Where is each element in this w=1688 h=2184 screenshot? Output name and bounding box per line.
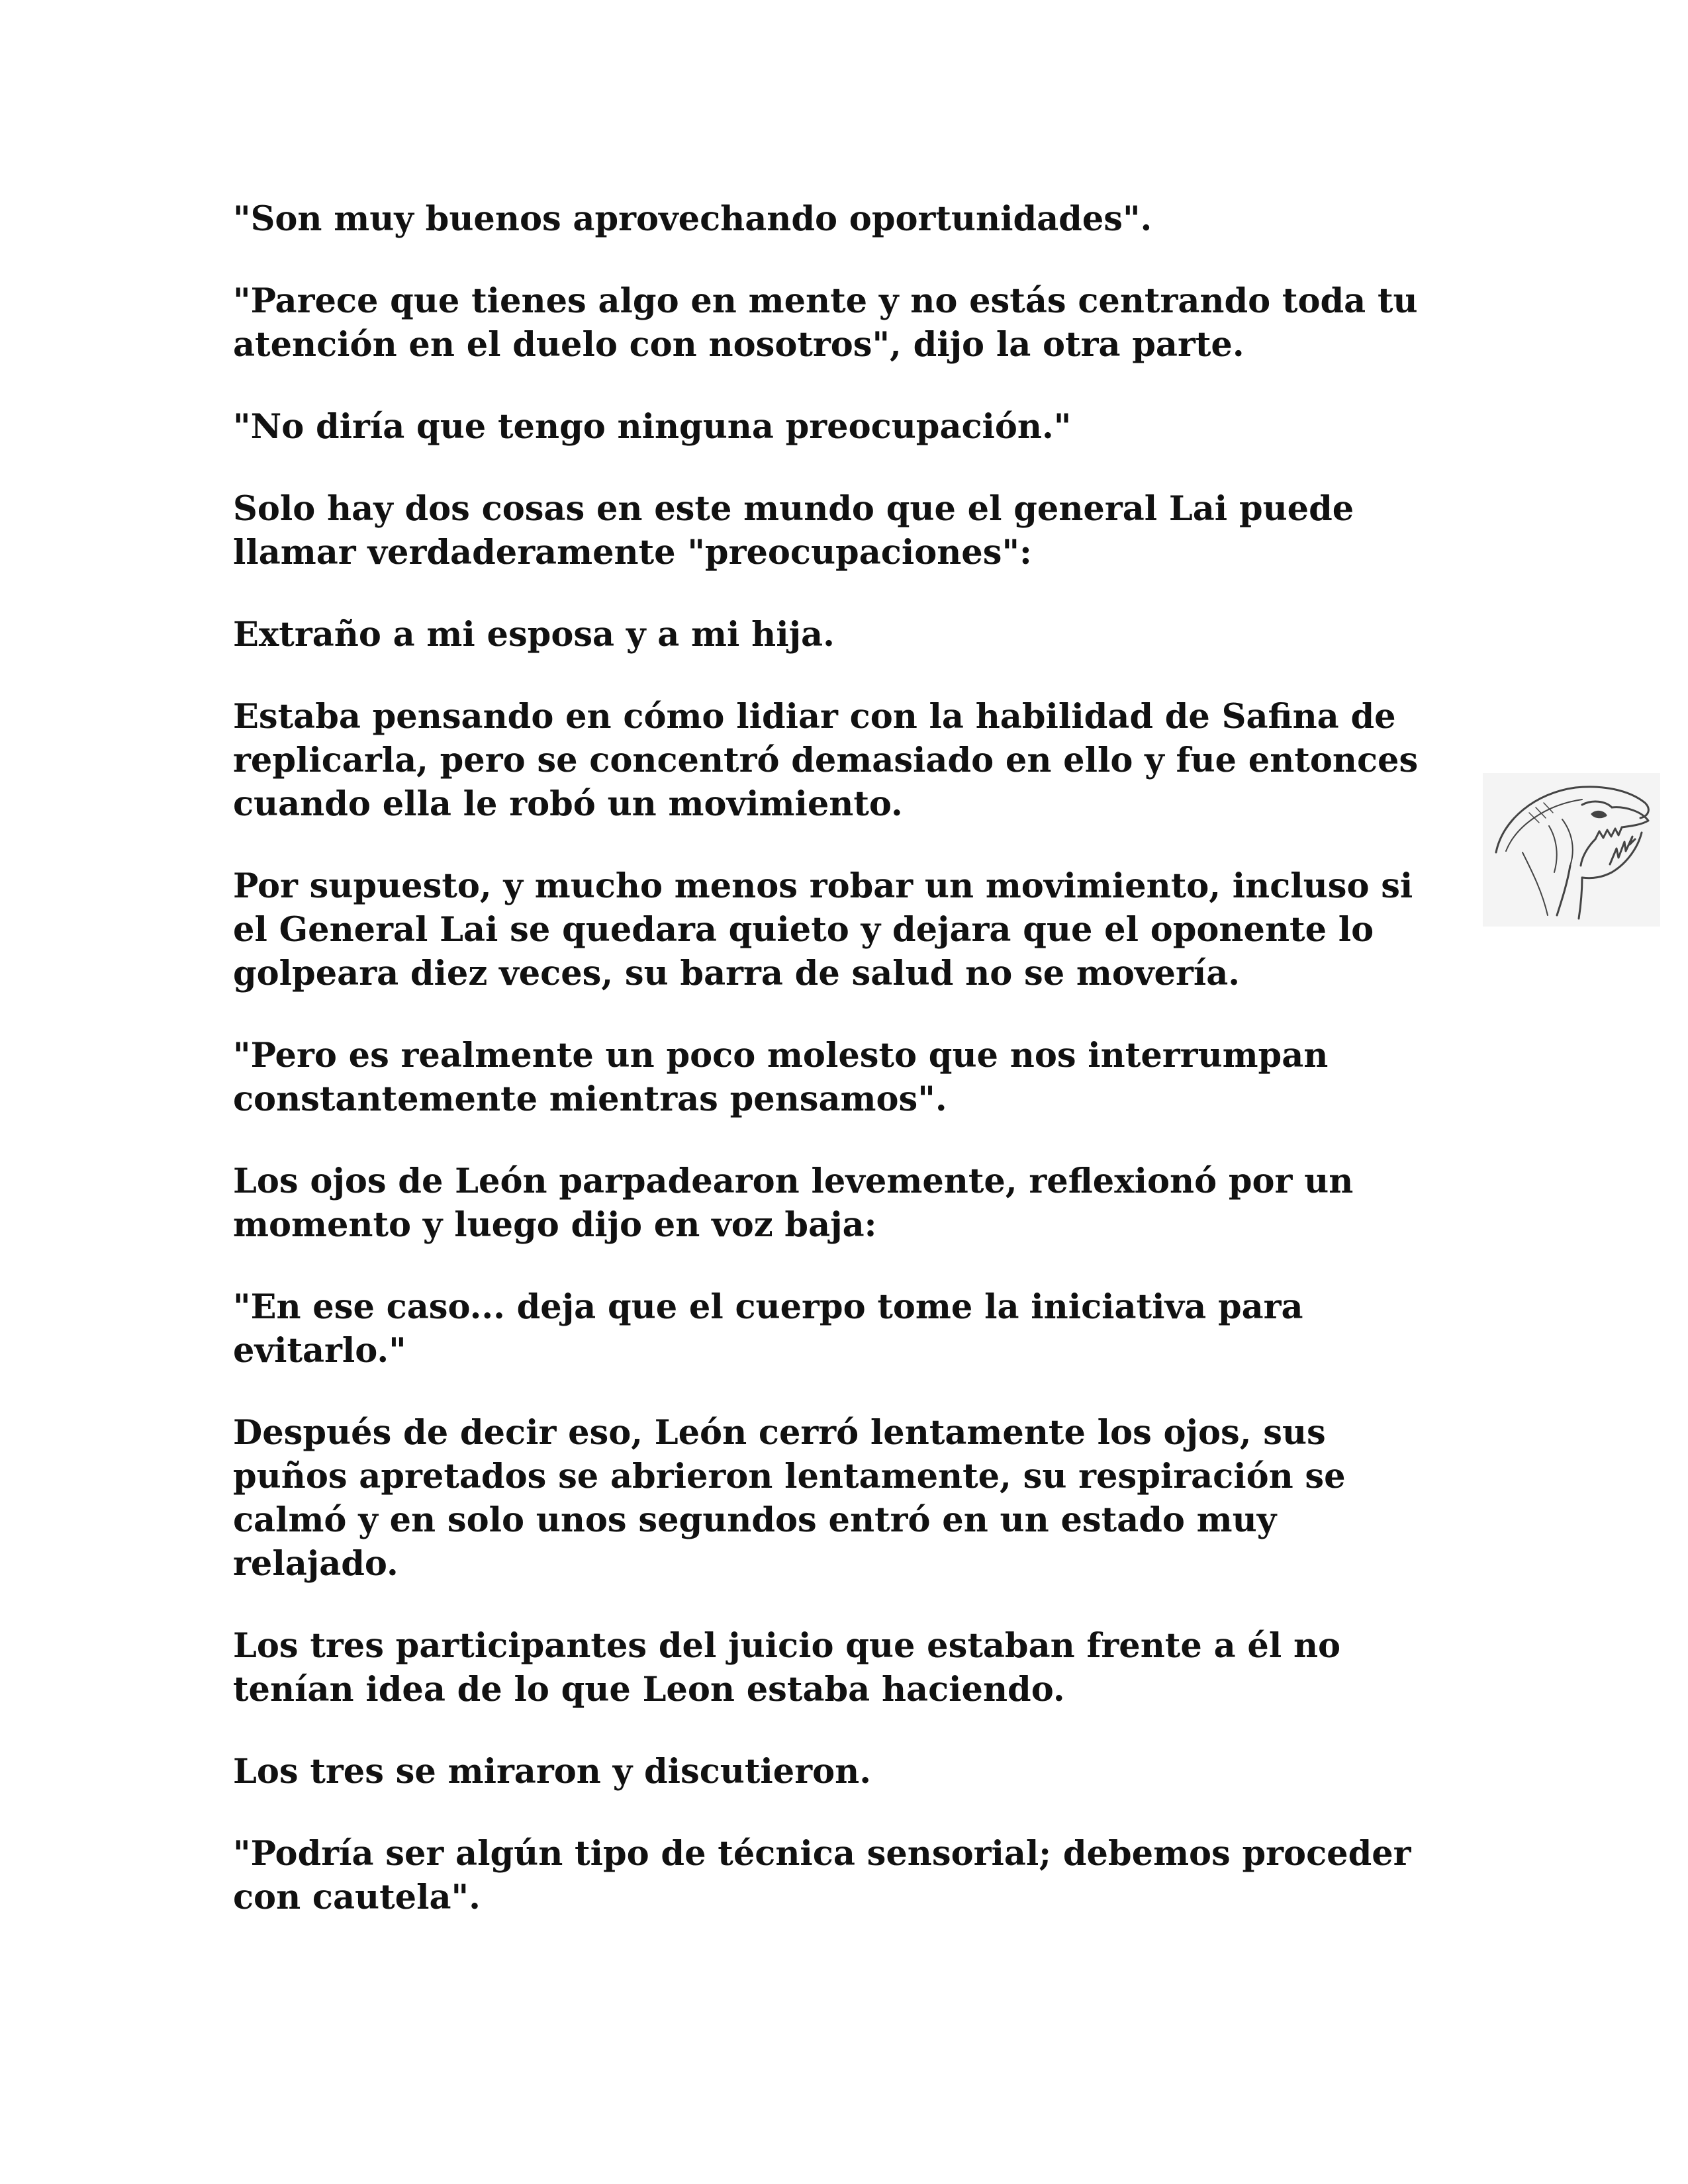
- text-line: replicarla, pero se concentró demasiado en ello y fue entonces: [233, 741, 1419, 780]
- text-line: atención en el duelo con nosotros", dijo la otra parte.: [233, 325, 1244, 365]
- text-line: evitarlo.": [233, 1331, 406, 1371]
- text-line: "Parece que tienes algo en mente y no estás centrando toda tu: [233, 281, 1418, 321]
- text-line: el General Lai se quedara quieto y dejara que el oponente lo: [233, 910, 1374, 950]
- paragraph: [233, 864, 1458, 995]
- text-line: Después de decir eso, León cerró lentamente los ojos, sus: [233, 1413, 1326, 1453]
- text-line: con cautela".: [233, 1878, 481, 1917]
- body-text: [233, 197, 1458, 1919]
- paragraph: [233, 1832, 1458, 1919]
- text-line: "No diría que tengo ninguna preocupación.": [233, 407, 1072, 447]
- text-line: "Podría ser algún tipo de técnica sensorial; debemos proceder: [233, 1834, 1411, 1874]
- paragraph: [233, 1624, 1458, 1711]
- text-line: Estaba pensando en cómo lidiar con la habilidad de Safina de: [233, 697, 1396, 737]
- paragraph: [233, 613, 1458, 657]
- paragraph: [233, 1411, 1458, 1586]
- text-line: Los tres participantes del juicio que estaban frente a él no: [233, 1626, 1341, 1666]
- text-line: llamar verdaderamente "preocupaciones":: [233, 533, 1032, 572]
- paragraph: [233, 405, 1458, 449]
- paragraph: [233, 1034, 1458, 1121]
- dinosaur-head-sketch-icon: [1483, 773, 1660, 927]
- text-line: golpeara diez veces, su barra de salud no se movería.: [233, 954, 1241, 993]
- text-line: puños apretados se abrieron lentamente, su respiración se: [233, 1457, 1346, 1496]
- text-line: "En ese caso... deja que el cuerpo tome la iniciativa para: [233, 1287, 1303, 1327]
- text-line: Los ojos de León parpadearon levemente, reflexionó por un: [233, 1161, 1354, 1201]
- text-line: tenían idea de lo que Leon estaba haciendo.: [233, 1670, 1065, 1709]
- paragraph: [233, 1160, 1458, 1247]
- text-line: Extraño a mi esposa y a mi hija.: [233, 615, 835, 655]
- paragraph: [233, 197, 1458, 241]
- text-line: calmó y en solo unos segundos entró en un estado muy: [233, 1500, 1277, 1540]
- text-line: "Pero es realmente un poco molesto que nos interrumpan: [233, 1036, 1329, 1075]
- text-line: momento y luego dijo en voz baja:: [233, 1205, 877, 1245]
- text-line: constantemente mientras pensamos".: [233, 1079, 947, 1119]
- text-line: Por supuesto, y mucho menos robar un movimiento, incluso si: [233, 866, 1413, 906]
- paragraph: [233, 1750, 1458, 1794]
- text-line: Solo hay dos cosas en este mundo que el general Lai puede: [233, 489, 1354, 529]
- text-line: cuando ella le robó un movimiento.: [233, 784, 903, 824]
- paragraph: [233, 279, 1458, 367]
- paragraph: [233, 1285, 1458, 1373]
- paragraph: [233, 487, 1458, 574]
- text-line: "Son muy buenos aprovechando oportunidades".: [233, 199, 1152, 239]
- text-line: Los tres se miraron y discutieron.: [233, 1752, 871, 1792]
- paragraph: [233, 695, 1458, 826]
- text-line: relajado.: [233, 1544, 399, 1584]
